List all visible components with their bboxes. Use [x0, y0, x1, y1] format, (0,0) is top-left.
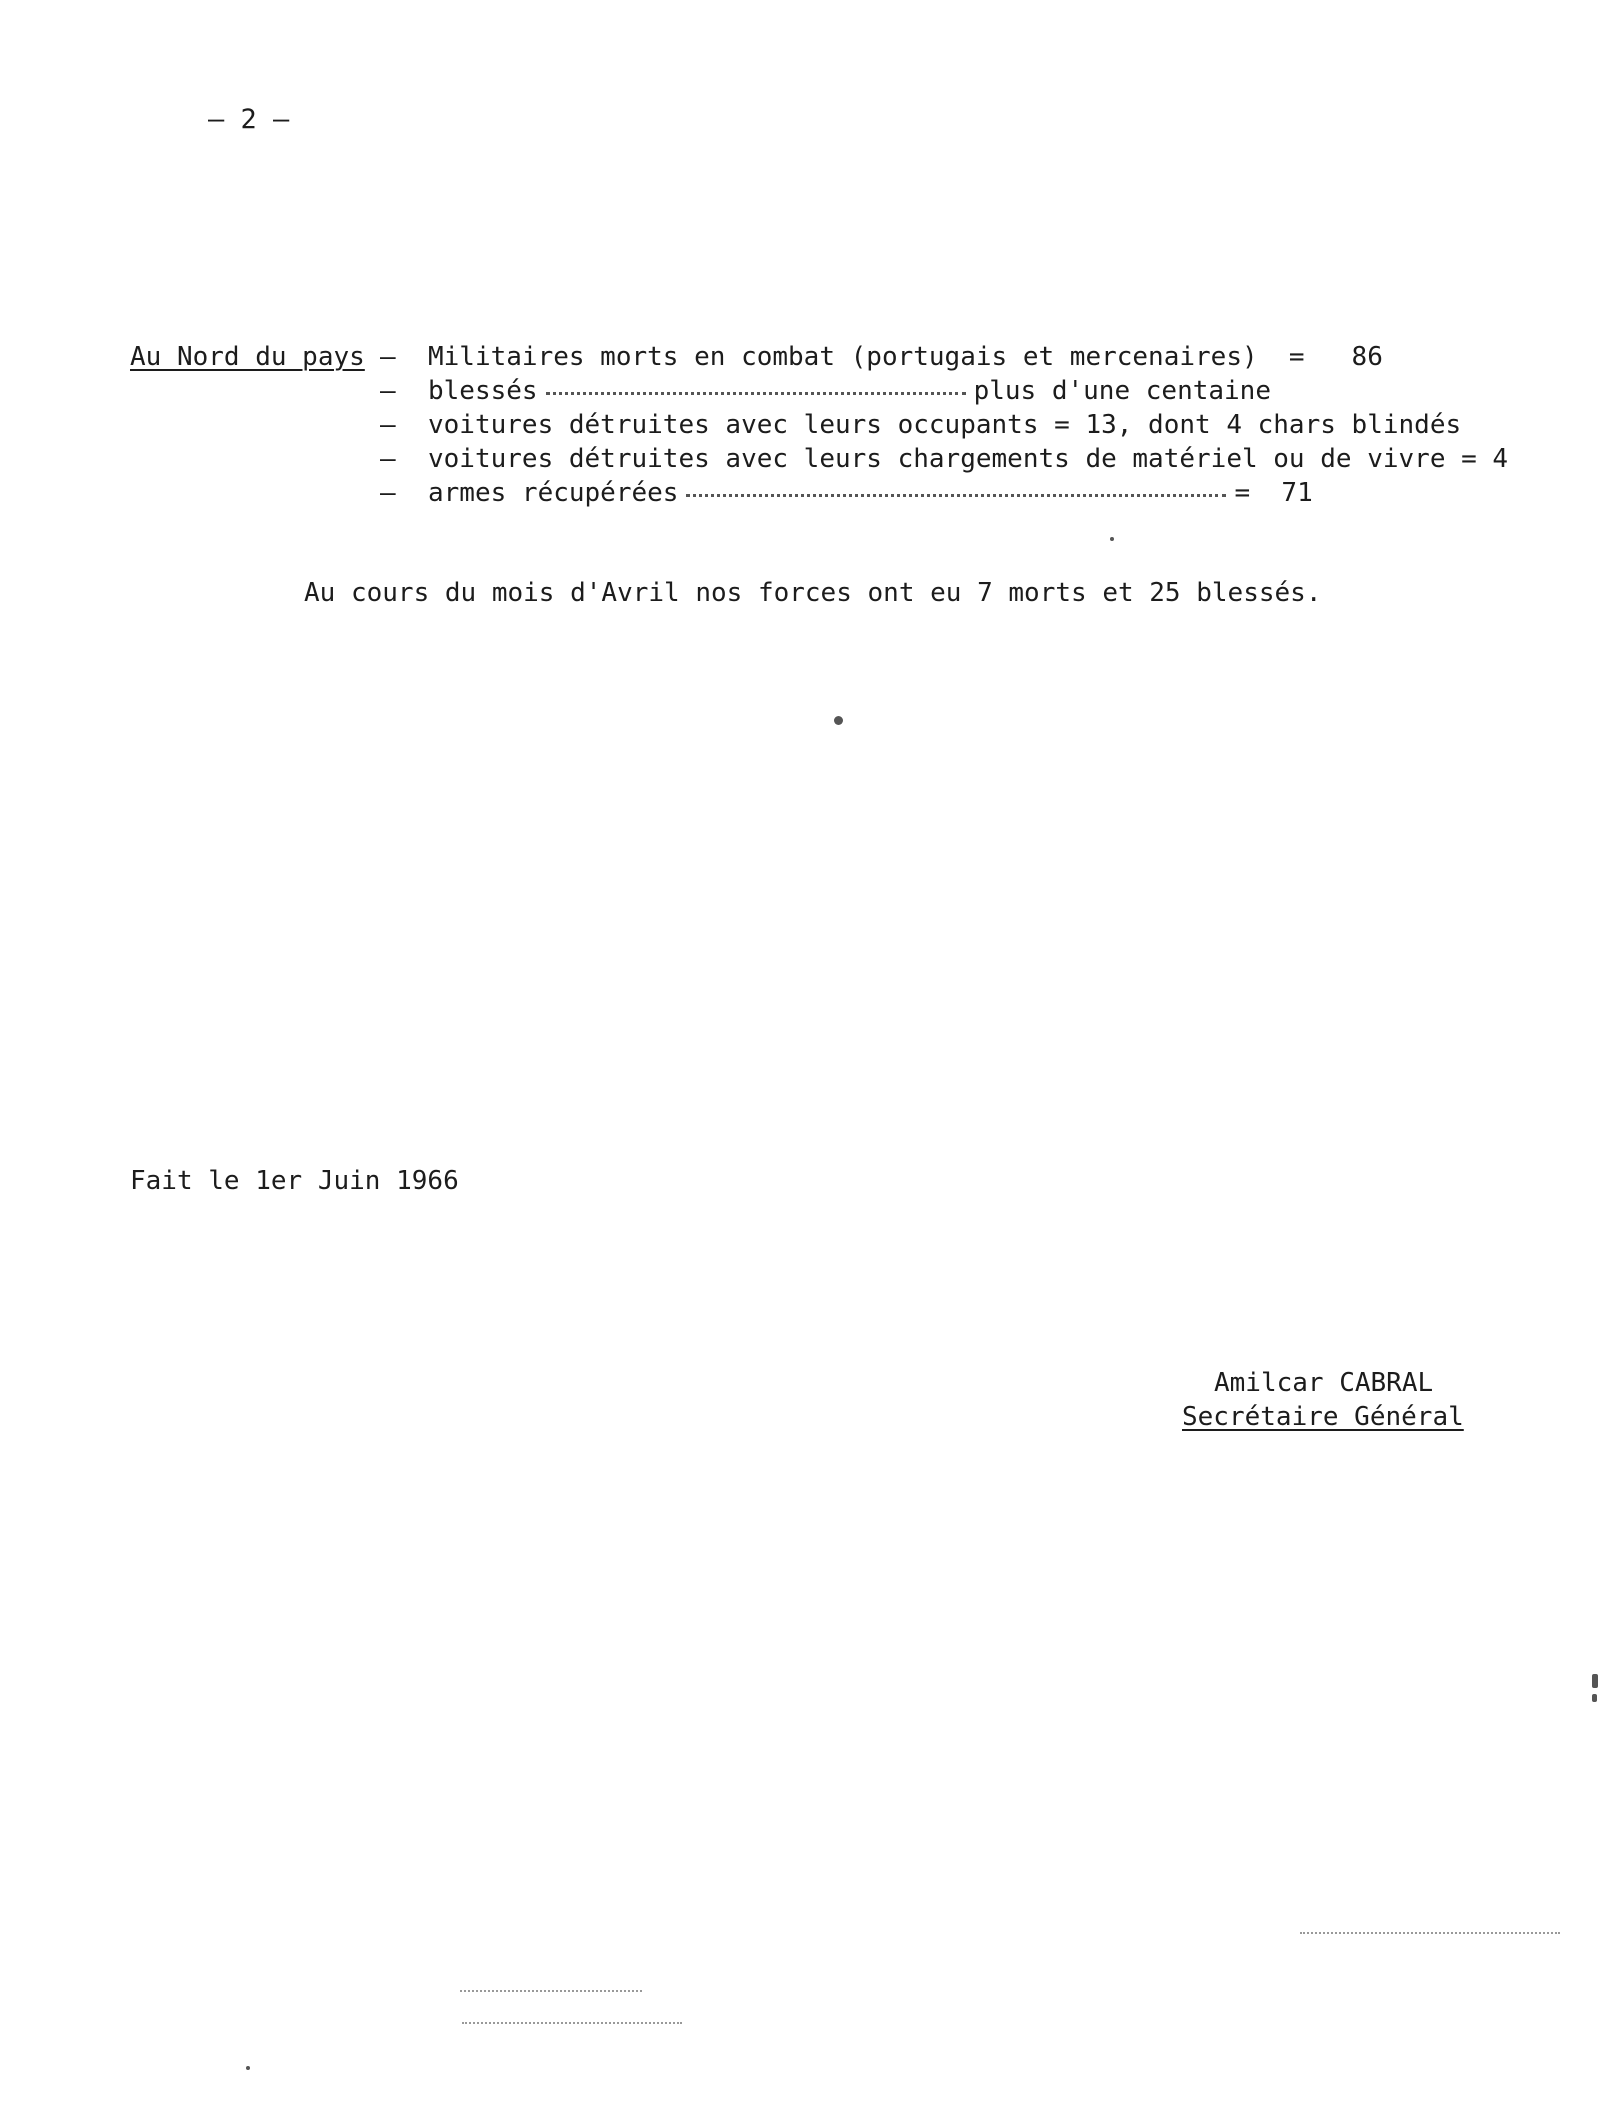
dash-marker: –	[380, 444, 396, 474]
ink-speck	[1110, 537, 1114, 541]
date-line: Fait le 1er Juin 1966	[130, 1166, 459, 1196]
dash-marker: –	[380, 376, 396, 406]
list-item	[380, 410, 1461, 440]
page-number: – 2 –	[208, 104, 290, 135]
signer-name: Amilcar CABRAL	[1214, 1368, 1434, 1398]
ink-speck	[1592, 1694, 1597, 1702]
dash-marker: –	[380, 478, 396, 508]
list-item	[380, 342, 1383, 372]
ink-speck	[834, 716, 843, 725]
dotted-leader	[686, 494, 1226, 497]
ink-speck	[246, 2066, 250, 2070]
list-item	[380, 444, 1508, 474]
dash-marker: –	[380, 410, 396, 440]
item-text: Militaires morts en combat (portugais et mercenaires) = 86	[428, 342, 1383, 372]
dash-marker: –	[380, 342, 396, 372]
item-after-text: plus d'une centaine	[973, 376, 1271, 406]
list-item	[380, 478, 1313, 508]
faint-dotted-line	[462, 2022, 682, 2024]
summary-paragraph: Au cours du mois d'Avril nos forces ont eu 7 morts et 25 blessés.	[304, 578, 1322, 608]
item-text: blessés	[428, 376, 538, 406]
faint-dotted-line	[1300, 1932, 1560, 1934]
item-after-text: = 71	[1234, 478, 1313, 508]
list-item	[380, 376, 1271, 406]
item-text: armes récupérées	[428, 478, 679, 508]
signer-title: Secrétaire Général	[1182, 1402, 1464, 1432]
item-text: voitures détruites avec leurs chargements de matériel ou de vivre = 4	[428, 444, 1509, 474]
faint-dotted-line	[460, 1990, 642, 1992]
ink-speck	[1592, 1674, 1598, 1688]
item-text: voitures détruites avec leurs occupants = 13, dont 4 chars blindés	[428, 410, 1462, 440]
dotted-leader	[546, 392, 966, 395]
section-label: Au Nord du pays	[130, 342, 365, 372]
